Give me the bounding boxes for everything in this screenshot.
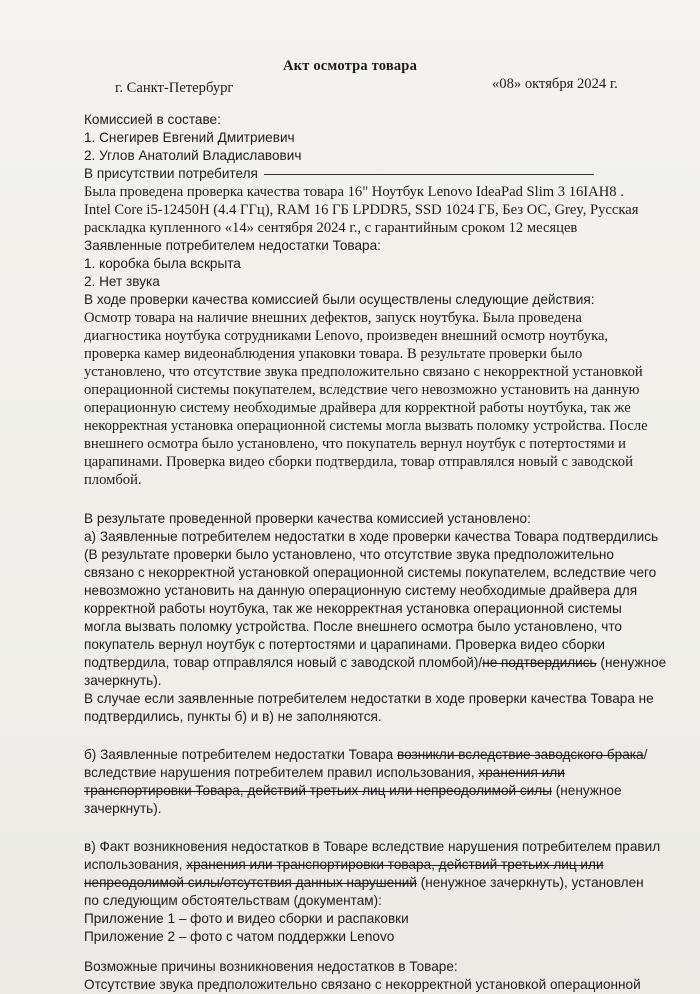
text-line: непреодолимой силы/отсутствия данных нарушений (ненужное зачеркнуть), установлен — [84, 875, 644, 890]
text-line: Комиссией в составе: — [84, 112, 221, 127]
text-line: невозможно установить на данную операционную систему необходимые драйвера для — [84, 583, 638, 598]
text-line: В случае если заявленные потребителем недостатки в ходе проверки качества Товара не — [84, 691, 654, 706]
text-line — [84, 165, 594, 183]
document-city: г. Санкт-Петербург — [115, 80, 234, 96]
text-line: Была проведена проверка качества товара 16" Ноутбук Lenovo IdeaPad Slim 3 16IAH8 . — [84, 184, 624, 200]
text-line: 1. Снегирев Евгений Дмитриевич — [84, 130, 295, 145]
text-line: использования, хранения или транспортировки товара, действий третьих лиц или — [84, 857, 604, 872]
blank-line — [264, 174, 594, 175]
text-line: некорректная установка операционной системы могла вызвать поломку устройства. После — [84, 418, 648, 434]
text-line: связано с некорректной установкой операционной системы покупателем, вследствие чего — [84, 565, 657, 580]
text-line: в) Факт возникновения недостатков в Товаре вследствие нарушения потребителем правил — [84, 839, 661, 854]
text-line: могла вызвать поломку устройства. После внешнего осмотра было установлено, что — [84, 619, 622, 634]
text-line: Осмотр товара на наличие внешних дефектов, запуск ноутбука. Была проведена — [84, 310, 582, 326]
struck-text: не подтвердились — [482, 655, 597, 670]
text-line: Отсутствие звука предположительно связано с некорректной установкой операционной — [84, 977, 641, 992]
text-line: внешнего осмотра было установлено, что покупатель вернул ноутбук с потертостями и — [84, 436, 626, 452]
text-line: царапинами. Проверка видео сборки подтвердила, товар отправлялся новый с заводской — [84, 454, 633, 470]
text-line: операционную систему необходимые драйвера для корректной работы ноутбука, так же — [84, 400, 631, 416]
text-line: б) Заявленные потребителем недостатки Товара возникли вследствие заводского брака/ — [84, 747, 648, 762]
text-line: 1. коробка была вскрыта — [84, 256, 241, 271]
consumer-label: В присутствии потребителя — [84, 166, 258, 181]
text-line: пломбой. — [84, 472, 142, 488]
text-line: В ходе проверки качества комиссией были осуществлены следующие действия: — [84, 292, 595, 307]
text-line: Заявленные потребителем недостатки Товара: — [84, 238, 381, 253]
text-line: покупатель вернул ноутбук с потертостями и царапинами. Проверка видео сборки — [84, 637, 605, 652]
text-line: (В результате проверки было установлено, что отсутствие звука предположительно — [84, 547, 614, 562]
struck-text: транспортировки Товара, действий третьих лиц или непреодолимой силы — [84, 783, 552, 798]
text-line: 2. Углов Анатолий Владиславович — [84, 148, 302, 163]
text-line: Возможные причины возникновения недостатков в Товаре: — [84, 959, 458, 974]
text-line: зачеркнуть). — [84, 673, 162, 688]
text-line: установлено, что отсутствие звука предположительно связано с некорректной установкой — [84, 364, 643, 380]
text-line: подтвердила, товар отправлялся новый с заводской пломбой)/не подтвердились (ненужное — [84, 655, 667, 670]
text-line: корректной работы ноутбука, так же некорректная установка операционной системы — [84, 601, 622, 616]
text-line: Приложение 2 – фото с чатом поддержки Lenovo — [84, 929, 395, 944]
text-line: диагностика ноутбука сотрудниками Lenovo, произведен внешний осмотр ноутбука, — [84, 328, 609, 344]
text-line: а) Заявленные потребителем недостатки в ходе проверки качества Товара подтвердились — [84, 529, 659, 544]
text-line: зачеркнуть). — [84, 801, 162, 816]
text-line: вследствие нарушения потребителем правил использования, хранения или — [84, 765, 565, 780]
text-line: транспортировки Товара, действий третьих лиц или непреодолимой силы (ненужное — [84, 783, 622, 798]
text-line: В результате проведенной проверки качества комиссией установлено: — [84, 511, 531, 526]
struck-text: хранения или — [478, 765, 565, 780]
text-line: операционной системы покупателем, вследствие чего невозможно установить на данную — [84, 382, 640, 398]
text-line: 2. Нет звука — [84, 274, 160, 289]
struck-text: возникли вследствие заводского брака — [397, 747, 644, 762]
struck-text: хранения или транспортировки товара, действий третьих лиц или — [186, 857, 604, 872]
struck-text: непреодолимой силы/отсутствия данных нарушений — [84, 875, 417, 890]
text-line: Intel Core i5-12450H (4.4 ГГц), RAM 16 ГБ LPDDR5, SSD 1024 ГБ, Без ОС, Grey, Русская — [84, 202, 639, 218]
text-line: проверка камер видеонаблюдения упаковки товара. В результате проверки было — [84, 346, 583, 362]
text-line: подтвердились, пункты б) и в) не заполняются. — [84, 709, 382, 724]
text-line: по следующим обстоятельствам (документам): — [84, 893, 382, 908]
document-title: Акт осмотра товара — [282, 58, 418, 74]
document-date: «08» октября 2024 г. — [492, 76, 618, 92]
text-line: Приложение 1 – фото и видео сборки и распаковки — [84, 911, 409, 926]
text-line: раскладка купленного «14» сентября 2024 г., с гарантийным сроком 12 месяцев — [84, 220, 578, 236]
